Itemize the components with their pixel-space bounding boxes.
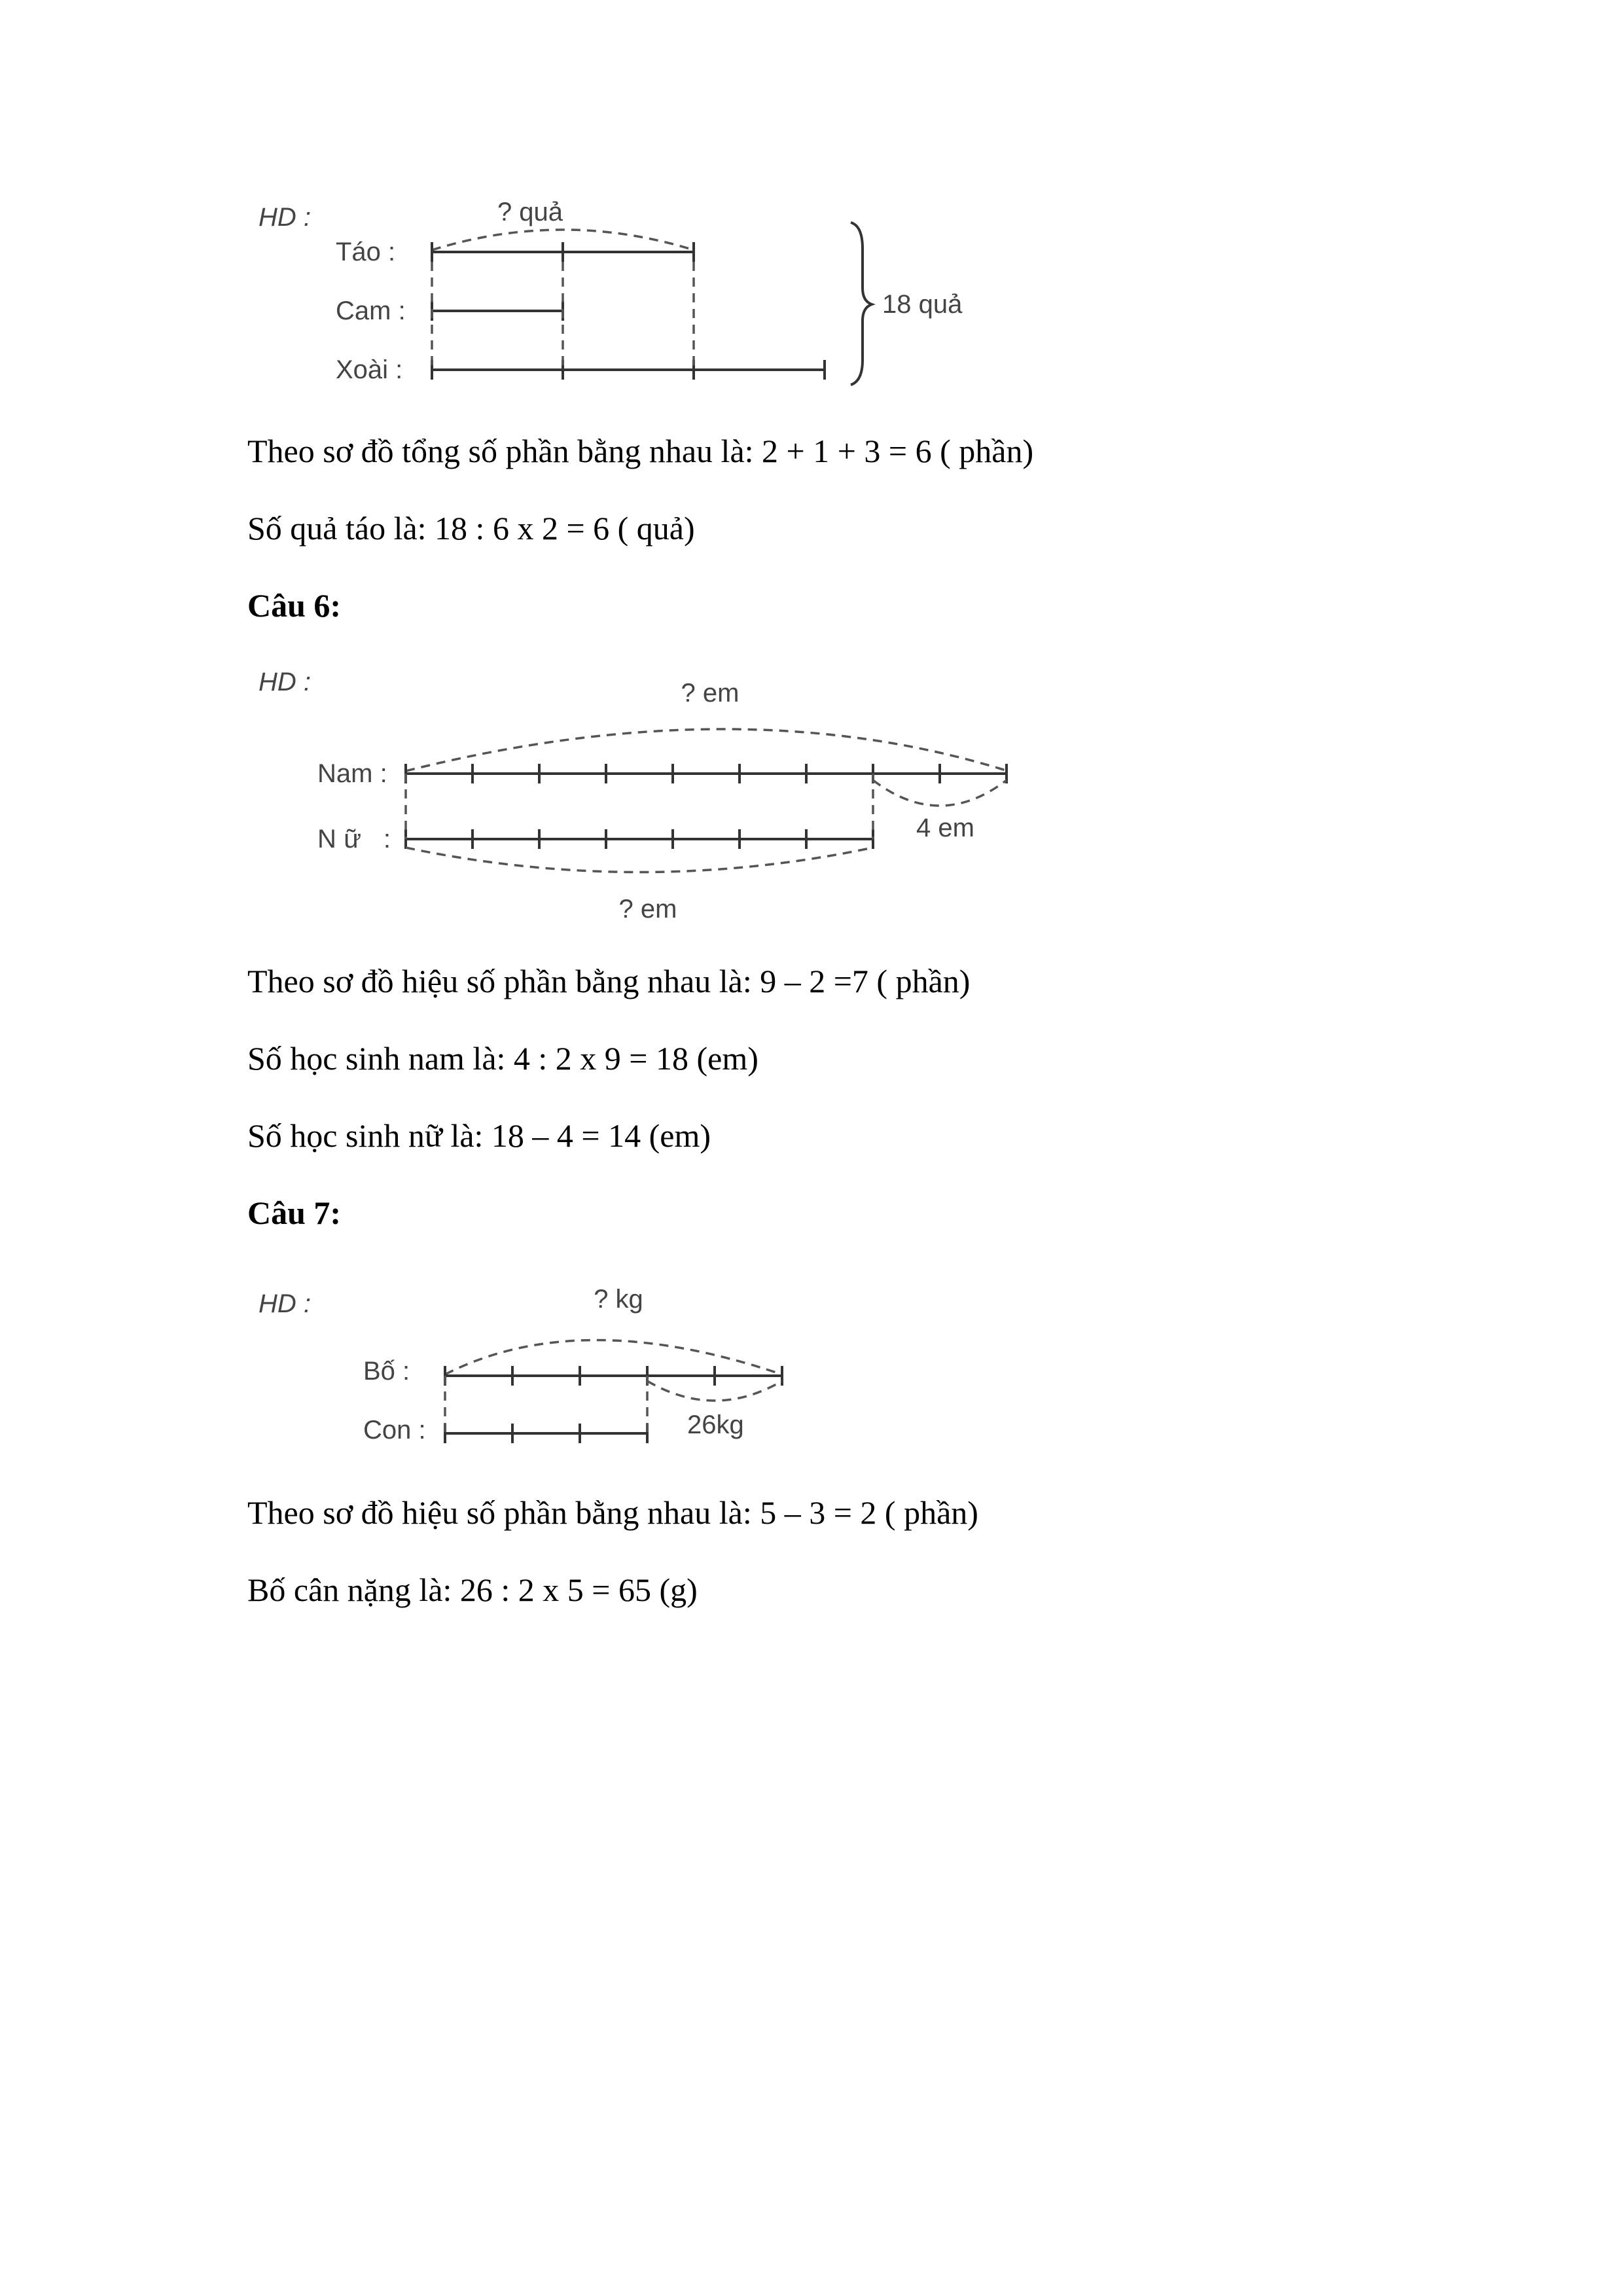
text-line: Số học sinh nữ là: 18 – 4 = 14 (em): [247, 1117, 711, 1154]
right-brace: [851, 223, 872, 385]
diagram-hd-label: HD :: [259, 203, 311, 232]
row-label-tao: Táo :: [336, 238, 396, 266]
dashed-arc-top: [445, 1340, 782, 1375]
diagram-top-label: ? em: [681, 679, 740, 708]
row-label-nam: Nam :: [317, 759, 387, 788]
diagram-fruit: [242, 190, 988, 406]
text-line: Số học sinh nam là: 4 : 2 x 9 = 18 (em): [247, 1040, 758, 1077]
diff-label: 26kg: [687, 1410, 744, 1439]
diagram-bottom-label: ? em: [618, 895, 677, 924]
row-label-bo: Bố :: [363, 1357, 410, 1386]
question-6-heading: Câu 6:: [247, 587, 342, 624]
diagram-hd-label: HD :: [259, 668, 311, 696]
text-line: Theo sơ đồ hiệu số phần bằng nhau là: 9 – 2 =7 ( phần): [247, 963, 971, 999]
dashed-arc-bottom: [406, 848, 873, 872]
row-label-nu: Nữ :: [317, 825, 391, 853]
text-line: Bố cân nặng là: 26 : 2 x 5 = 65 (g): [247, 1571, 698, 1608]
dashed-arc-top: [406, 729, 1008, 771]
row-label-con: Con :: [363, 1416, 426, 1444]
text-line: Theo sơ đồ tổng số phần bằng nhau là: 2 + 1 + 3 = 6 ( phần): [247, 433, 1034, 469]
text-line: Số quả táo là: 18 : 6 x 2 = 6 ( quả): [247, 510, 695, 547]
diagram-top-label: ? quả: [497, 198, 563, 226]
diagram-top-label: ? kg: [594, 1285, 643, 1314]
row-label-xoai: Xoài :: [336, 355, 403, 384]
dashed-arc-diff: [873, 780, 1007, 806]
diagram-students: [242, 661, 1054, 936]
diff-label: 4 em: [916, 814, 974, 842]
diagram-hd-label: HD :: [259, 1289, 311, 1318]
row-label-cam: Cam :: [336, 296, 406, 325]
brace-label: 18 quả: [882, 290, 963, 319]
text-line: Theo sơ đồ hiệu số phần bằng nhau là: 5 – 3 = 2 ( phần): [247, 1494, 978, 1531]
diagram-weight: [242, 1276, 831, 1473]
question-7-heading: Câu 7:: [247, 1194, 342, 1231]
